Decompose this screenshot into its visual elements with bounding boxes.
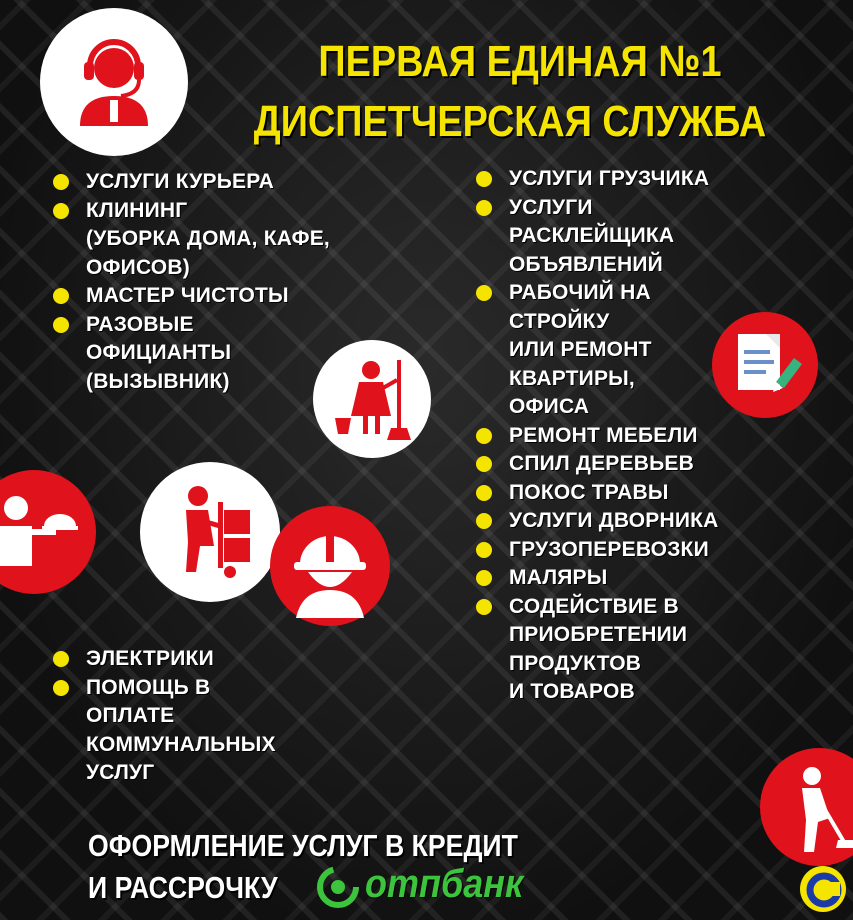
list-item: ОФИСА [509,395,590,418]
corner-logo-icon [800,866,846,912]
list-item: КОММУНАЛЬНЫХ [86,732,276,756]
bullet-dot [53,651,69,667]
list-item: КВАРТИРЫ, [509,366,635,390]
bullet-dot [53,317,69,333]
loader-cart-icon [140,462,280,602]
bullet-dot [476,485,492,501]
list-item: СТРОЙКУ [509,309,610,333]
bullet-dot [476,599,492,615]
list-item: ИЛИ РЕМОНТ [509,338,652,361]
services-list-left-bottom [50,645,350,788]
list-item: ОБЪЯВЛЕНИЙ [509,252,663,276]
title-line-2: ДИСПЕТЧЕРСКАЯ СЛУЖБА [253,97,767,146]
list-item: УСЛУГ [86,761,155,784]
list-item: УСЛУГИ ДВОРНИКА [473,507,773,536]
title-line-1: ПЕРВАЯ ЕДИНАЯ №1 [318,37,722,86]
bullet-dot [476,285,492,301]
bullet-dot [476,456,492,472]
list-item: ОФИСОВ) [86,255,190,279]
waiter-tray-icon [0,470,96,594]
credit-line-1: ОФОРМЛЕНИЕ УСЛУГ В КРЕДИТ [88,828,518,863]
bullet-dot [53,203,69,219]
bullet-dot [476,513,492,529]
list-item: РЕМОНТ МЕБЕЛИ [473,422,773,451]
bank-name: отпбанк [365,862,524,906]
list-item: ОПЛАТЕ [86,704,175,727]
list-item: ПРОДУКТОВ [509,651,642,675]
credit-line-2: И РАССРОЧКУ [88,870,278,905]
list-item: МАЛЯРЫ [473,564,773,593]
cleaning-lady-icon [313,340,431,458]
list-item: ЭЛЕКТРИКИ [50,645,350,674]
bullet-dot [53,288,69,304]
services-list-right [473,165,773,707]
list-item: КЛИНИНГ [50,197,380,226]
list-item: УСЛУГИ ГРУЗЧИКА [473,165,773,194]
janitor-sweeping-icon [760,748,853,866]
bank-swirl-icon [315,864,361,910]
document-pen-icon [712,312,818,418]
bullet-dot [476,542,492,558]
list-item: УСЛУГИ КУРЬЕРА [50,168,380,197]
bank-logo [315,862,585,912]
list-item: РАСКЛЕЙЩИКА [509,224,675,247]
list-item: ПОМОЩЬ В [50,674,350,703]
list-item: СПИЛ ДЕРЕВЬЕВ [473,450,773,479]
bullet-dot [53,174,69,190]
bullet-dot [476,570,492,586]
list-item: РАБОЧИЙ НА [473,279,773,308]
list-item: (ВЫЗЫВНИК) [86,369,230,393]
bullet-dot [476,171,492,187]
builder-helmet-icon [270,506,390,626]
bullet-dot [476,200,492,216]
list-item: ГРУЗОПЕРЕВОЗКИ [473,536,773,565]
list-item: И ТОВАРОВ [509,680,635,703]
list-item: ПОКОС ТРАВЫ [473,479,773,508]
list-item: УСЛУГИ [473,194,773,223]
list-item: ПРИОБРЕТЕНИИ [509,623,688,646]
bullet-dot [476,428,492,444]
list-item: РАЗОВЫЕ [50,311,380,340]
list-item: МАСТЕР ЧИСТОТЫ [50,282,380,311]
list-item: (УБОРКА ДОМА, КАФЕ, [86,227,330,250]
bullet-dot [53,680,69,696]
dispatcher-headset-icon [40,8,188,156]
list-item: СОДЕЙСТВИЕ В [473,593,773,622]
list-item: ОФИЦИАНТЫ [86,341,232,364]
